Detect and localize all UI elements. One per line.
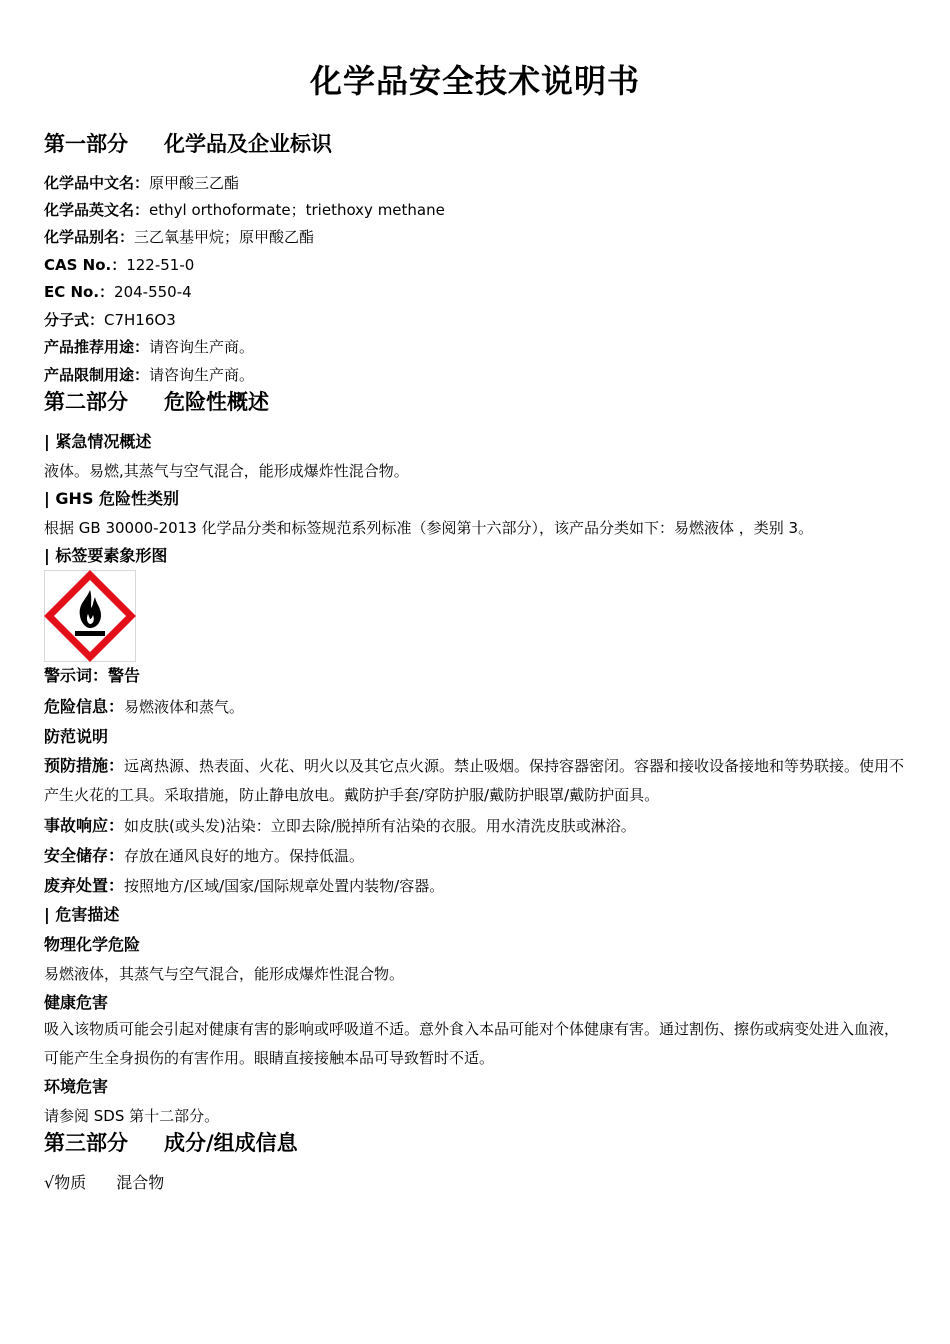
field-label: 产品限制用途： (44, 366, 150, 384)
section-1-heading (44, 128, 332, 158)
emergency-overview-text: 液体。易燃,其蒸气与空气混合，能形成爆炸性混合物。 (44, 462, 409, 480)
disposal-value: 按照地方/区域/国家/国际规章处置内装物/容器。 (124, 877, 445, 895)
document-title: 化学品安全技术说明书 (309, 62, 640, 100)
ghs-category-text: 根据 GB 30000-2013 化学品分类和标签规范系列标准（参阅第十六部分），该产品分类如下：易燃液体 ，类别 3。 (44, 519, 814, 537)
prevention-value: 远离热源、热表面、火花、明火以及其它点火源。禁止吸烟。保持容器密闭。容器和接收设备接地和等势联接。使用不产生火花的工具。采取措施，防止静电放电。戴防护手套/穿防护服/戴防护眼罩/戴防护面具。 (44, 757, 905, 804)
field-en-name (44, 199, 445, 220)
flame-pictogram-icon (44, 570, 136, 662)
disposal-label: 废弃处置： (44, 876, 125, 895)
field-label: 化学品中文名： (44, 174, 150, 192)
section-3-title: 成分/组成信息 (164, 1131, 298, 1155)
hazard-statement-value: 易燃液体和蒸气。 (124, 698, 245, 716)
disposal (44, 873, 444, 896)
field-label: 化学品别名： (44, 228, 135, 246)
hazard-statement-label: 危险信息： (44, 697, 125, 716)
field-value: 请咨询生产商。 (149, 338, 255, 356)
field-label: EC No.： (44, 283, 115, 301)
section-2-title: 危险性概述 (164, 390, 269, 414)
emergency-overview-heading: | 紧急情况概述 (44, 432, 152, 451)
environment-hazard-text: 请参阅 SDS 第十二部分。 (44, 1107, 220, 1125)
section-1-title: 化学品及企业标识 (164, 132, 332, 156)
hazard-description-heading: | 危害描述 (44, 905, 120, 924)
signal-word-value: 警告 (108, 666, 141, 685)
section-2-heading (44, 386, 269, 416)
section-2-number: 第二部分 (44, 390, 128, 414)
environment-hazard-label: 环境危害 (44, 1077, 109, 1096)
field-ec (44, 281, 192, 302)
response-label: 事故响应： (44, 816, 125, 835)
ghs-category-heading: | GHS 危险性类别 (44, 489, 180, 508)
health-hazard-label: 健康危害 (44, 993, 109, 1012)
field-value: 204-550-4 (114, 283, 192, 301)
field-cn-name (44, 172, 239, 193)
field-label: 化学品英文名： (44, 201, 150, 219)
section-3-number: 第三部分 (44, 1131, 128, 1155)
field-label: CAS No.： (44, 256, 127, 274)
field-value: 原甲酸三乙酯 (149, 174, 240, 192)
storage-label: 安全储存： (44, 846, 125, 865)
health-hazard-text: 吸入该物质可能会引起对健康有害的影响或呼吸道不适。意外食入本品可能对个体健康有害。通过割伤、擦伤或病变处进入血液，可能产生全身损伤的有害作用。眼睛直接接触本品可导致暂时不适。 (44, 1020, 900, 1067)
pictogram-heading: | 标签要素象形图 (44, 546, 168, 565)
signal-word (44, 663, 140, 686)
field-cas (44, 254, 194, 275)
field-value: 请咨询生产商。 (149, 366, 255, 384)
storage (44, 843, 364, 866)
prevention (44, 751, 909, 810)
substance-option: √物质 (44, 1173, 87, 1192)
field-value: 三乙氧基甲烷；原甲酸乙酯 (134, 228, 315, 246)
composition-type (44, 1170, 164, 1193)
section-3-heading (44, 1127, 298, 1157)
field-restricted-use (44, 364, 254, 385)
hazard-statement (44, 694, 244, 717)
response-value: 如皮肤(或头发)沾染：立即去除/脱掉所有沾染的衣服。用水清洗皮肤或淋浴。 (124, 817, 636, 835)
prevention-label: 预防措施： (44, 756, 125, 775)
field-label: 分子式： (44, 311, 105, 329)
field-alias (44, 226, 314, 247)
mixture-option: 混合物 (116, 1173, 165, 1192)
signal-word-label: 警示词： (44, 666, 109, 685)
field-recommended-use (44, 336, 254, 357)
field-value: 122-51-0 (126, 256, 195, 274)
precaution-heading: 防范说明 (44, 727, 109, 746)
response (44, 813, 636, 836)
field-value: ethyl orthoformate；triethoxy methane (149, 201, 445, 219)
physchem-hazard-text: 易燃液体，其蒸气与空气混合，能形成爆炸性混合物。 (44, 965, 405, 983)
physchem-hazard-label: 物理化学危险 (44, 935, 141, 954)
field-label: 产品推荐用途： (44, 338, 150, 356)
field-formula (44, 309, 176, 330)
section-1-number: 第一部分 (44, 132, 128, 156)
field-value: C7H16O3 (104, 311, 176, 329)
storage-value: 存放在通风良好的地方。保持低温。 (124, 847, 365, 865)
